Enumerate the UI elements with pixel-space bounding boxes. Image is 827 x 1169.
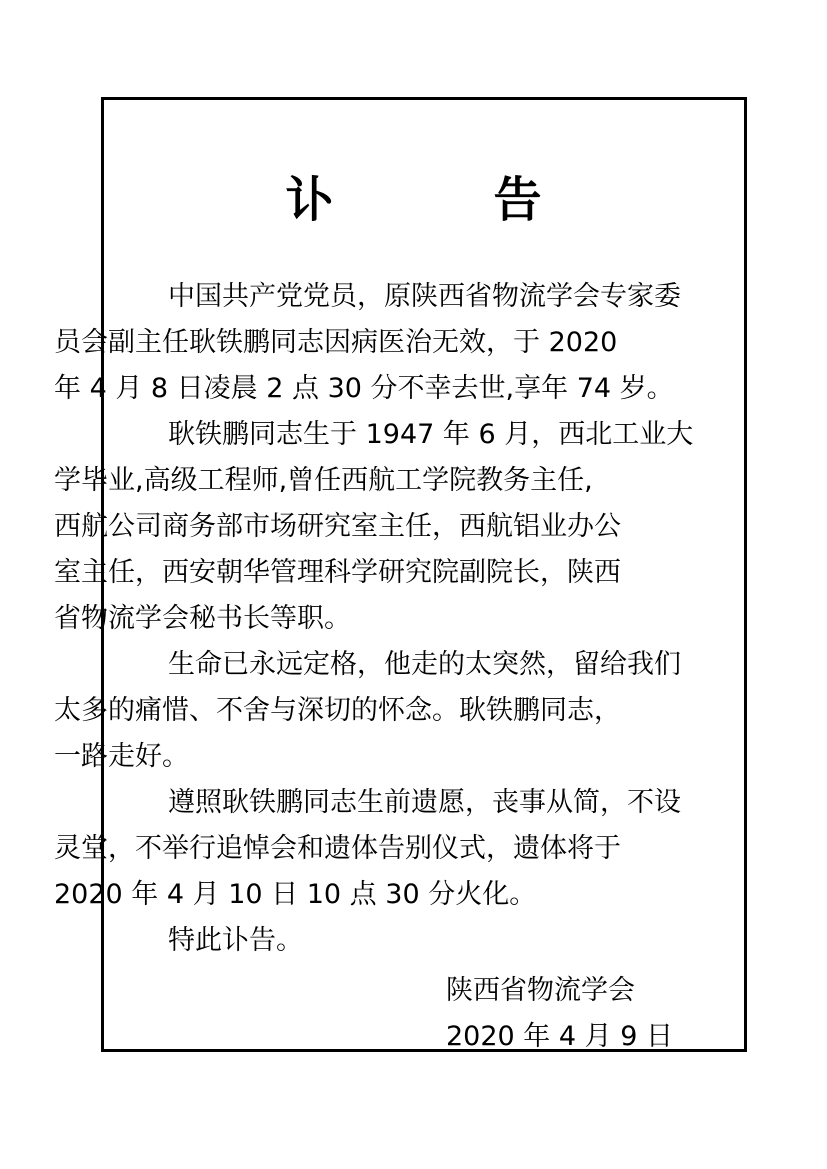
text-line: 省物流学会秘书长等职。 <box>54 603 351 634</box>
text-line: 室主任，西安朝华管理科学研究院副院长，陕西 <box>54 557 621 588</box>
paragraph-remembrance <box>54 642 751 780</box>
text-line: 太多的痛惜、不舍与深切的怀念。耿铁鹏同志， <box>54 695 621 726</box>
text-line: 一路走好。 <box>54 741 189 772</box>
text-line: 生命已永远定格，他走的太突然，留给我们 <box>168 649 681 680</box>
text-line: 特此讣告。 <box>168 925 303 956</box>
text-line: 西航公司商务部市场研究室主任，西航铝业办公 <box>54 511 621 542</box>
paragraph-announcement <box>54 274 751 412</box>
paragraph-biography <box>54 412 751 642</box>
paragraph-funeral-arrangements <box>54 780 751 918</box>
text-line: 年 4 月 8 日凌晨 2 点 30 分不幸去世,享年 74 岁。 <box>54 373 674 404</box>
text-line: 2020 年 4 月 10 日 10 点 30 分火化。 <box>54 879 537 910</box>
text-line: 耿铁鹏同志生于 1947 年 6 月，西北工业大 <box>168 419 694 450</box>
signature-organization: 陕西省物流学会 <box>446 975 635 1006</box>
text-line: 员会副主任耿铁鹏同志因病医治无效，于 2020 <box>54 327 618 358</box>
text-line: 灵堂，不举行追悼会和遗体告别仪式，遗体将于 <box>54 833 621 864</box>
paragraph-closing <box>111 918 751 964</box>
obituary-title: 讣 告 <box>285 172 598 228</box>
signature-block <box>446 968 673 1060</box>
obituary-body <box>54 274 751 964</box>
text-line: 学毕业,高级工程师,曾任西航工学院教务主任, <box>54 465 593 496</box>
text-line: 遵照耿铁鹏同志生前遗愿，丧事从简，不设 <box>168 787 681 818</box>
text-line: 中国共产党党员，原陕西省物流学会专家委 <box>168 281 681 312</box>
signature-date: 2020 年 4 月 9 日 <box>446 1021 673 1052</box>
